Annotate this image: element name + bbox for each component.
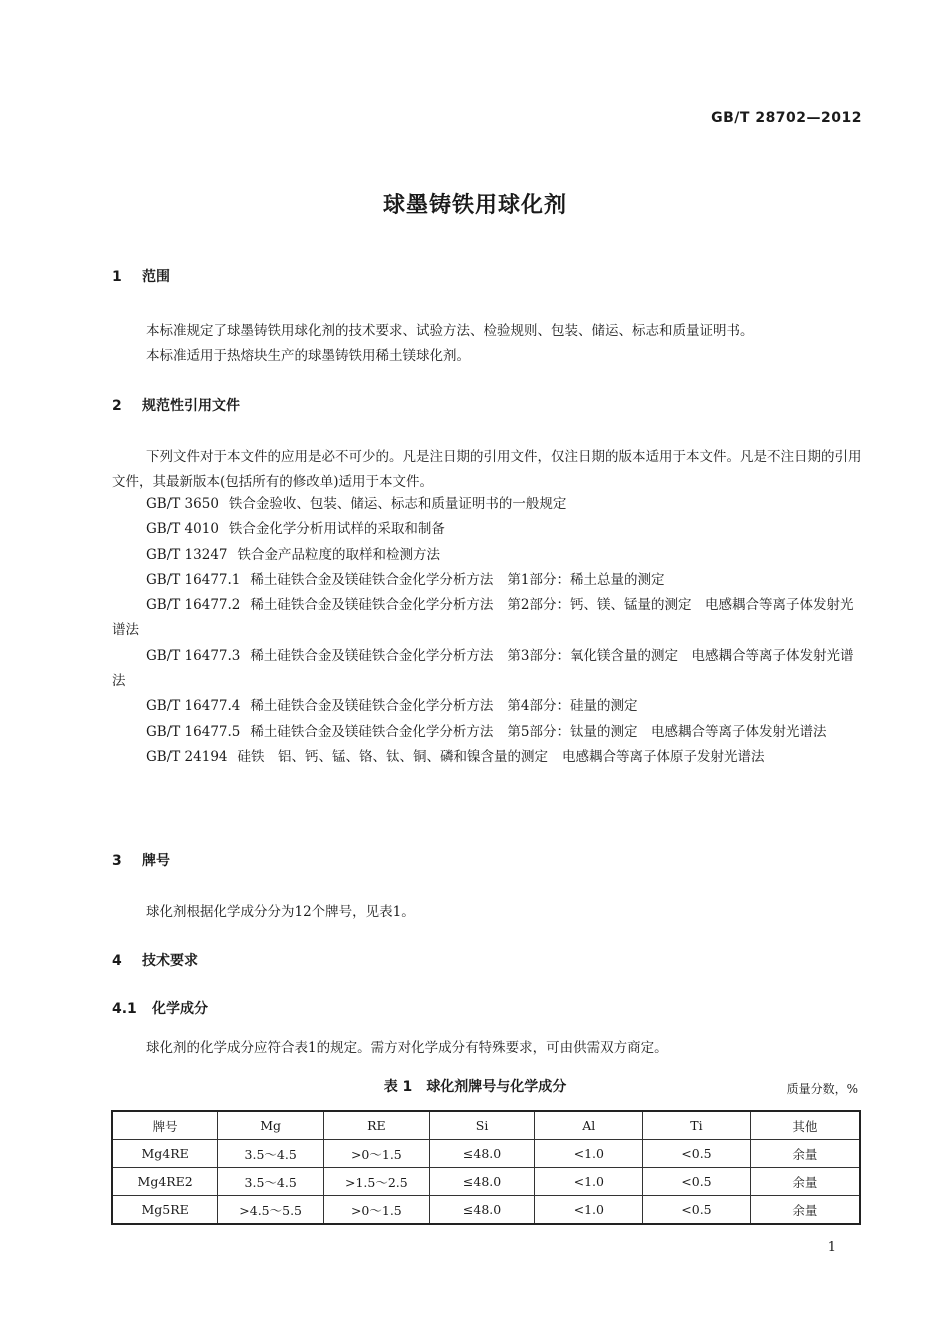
grades-paragraph: 球化剂根据化学成分分为12个牌号，见表1。 bbox=[146, 904, 415, 920]
section-2-heading: 2 规范性引用文件 bbox=[112, 398, 240, 414]
chemical-composition-paragraph: 球化剂的化学成分应符合表1的规定。需方对化学成分有特殊要求，可由供需双方商定。 bbox=[146, 1040, 668, 1056]
reference-item: GB/T 3650 铁合金验收、包装、储运、标志和质量证明书的一般规定 bbox=[146, 496, 567, 512]
table-row: Mg4RE 3.5～4.5 >0～1.5 ≤48.0 <1.0 <0.5 余量 bbox=[112, 1140, 860, 1168]
table-row: Mg5RE >4.5～5.5 >0～1.5 ≤48.0 <1.0 <0.5 余量 bbox=[112, 1196, 860, 1225]
standard-code: GB/T 28702—2012 bbox=[711, 110, 862, 126]
section-number: 1 bbox=[112, 269, 122, 285]
header-cell: Al bbox=[535, 1111, 643, 1140]
scope-paragraph bbox=[112, 319, 862, 369]
page-title: 球墨铸铁用球化剂 bbox=[382, 193, 567, 218]
reference-item: GB/T 24194 硅铁 铝、钙、锰、铬、钛、铜、磷和镍含量的测定 电感耦合等离子体原子发射光谱法 bbox=[146, 748, 765, 765]
reference-item: GB/T 16477.1 稀土硅铁合金及镁硅铁合金化学分析方法 第1部分：稀土总量的测定 bbox=[146, 571, 665, 588]
reference-item: GB/T 16477.5 稀土硅铁合金及镁硅铁合金化学分析方法 第5部分：钛量的测定 电感耦合等离子体发射光谱法 bbox=[146, 723, 827, 740]
header-cell: Mg bbox=[218, 1111, 324, 1140]
section-4-1-heading: 4.1 化学成分 bbox=[112, 1001, 208, 1017]
composition-table bbox=[111, 1110, 861, 1225]
section-1-heading bbox=[112, 266, 170, 286]
header-cell: 其他 bbox=[750, 1111, 860, 1140]
scope-line-1: 本标准规定了球墨铸铁用球化剂的技术要求、试验方法、检验规则、包装、储运、标志和质量证明书。 bbox=[146, 323, 754, 339]
reference-list bbox=[112, 492, 862, 770]
reference-item: GB/T 16477.2 稀土硅铁合金及镁硅铁合金化学分析方法 第2部分：钙、镁、锰量的测定 电感耦合等离子体发射光谱法 bbox=[112, 597, 854, 639]
header-cell: Si bbox=[429, 1111, 535, 1140]
scope-line-2: 本标准适用于热熔块生产的球墨铸铁用稀土镁球化剂。 bbox=[146, 348, 470, 364]
header-cell: Ti bbox=[643, 1111, 751, 1140]
table-header-row bbox=[112, 1111, 860, 1140]
section-4-heading: 4 技术要求 bbox=[112, 953, 198, 969]
table-row: Mg4RE2 3.5～4.5 >1.5～2.5 ≤48.0 <1.0 <0.5 余量 bbox=[112, 1168, 860, 1196]
table-unit: 质量分数，% bbox=[786, 1082, 858, 1096]
header-cell: 牌号 bbox=[112, 1111, 218, 1140]
reference-item: GB/T 16477.3 稀土硅铁合金及镁硅铁合金化学分析方法 第3部分：氧化镁含量的测定 电感耦合等离子体发射光谱法 bbox=[112, 647, 854, 690]
page-number: 1 bbox=[827, 1240, 836, 1255]
reference-item: GB/T 16477.4 稀土硅铁合金及镁硅铁合金化学分析方法 第4部分：硅量的测定 bbox=[146, 698, 638, 715]
reference-item: GB/T 4010 铁合金化学分析用试样的采取和制备 bbox=[146, 521, 445, 538]
section-title: 范围 bbox=[142, 269, 170, 285]
section-3-heading: 3 牌号 bbox=[112, 853, 170, 869]
header-cell: RE bbox=[324, 1111, 430, 1140]
table-caption: 表 1 球化剂牌号与化学成分 bbox=[383, 1079, 567, 1095]
normative-refs-intro: 下列文件对于本文件的应用是必不可少的。凡是注日期的引用文件，仅注日期的版本适用于本文件。凡是不注日期的引用文件，其最新版本(包括所有的修改单)适用于本文件。 bbox=[112, 449, 862, 490]
reference-item: GB/T 13247 铁合金产品粒度的取样和检测方法 bbox=[146, 546, 440, 563]
